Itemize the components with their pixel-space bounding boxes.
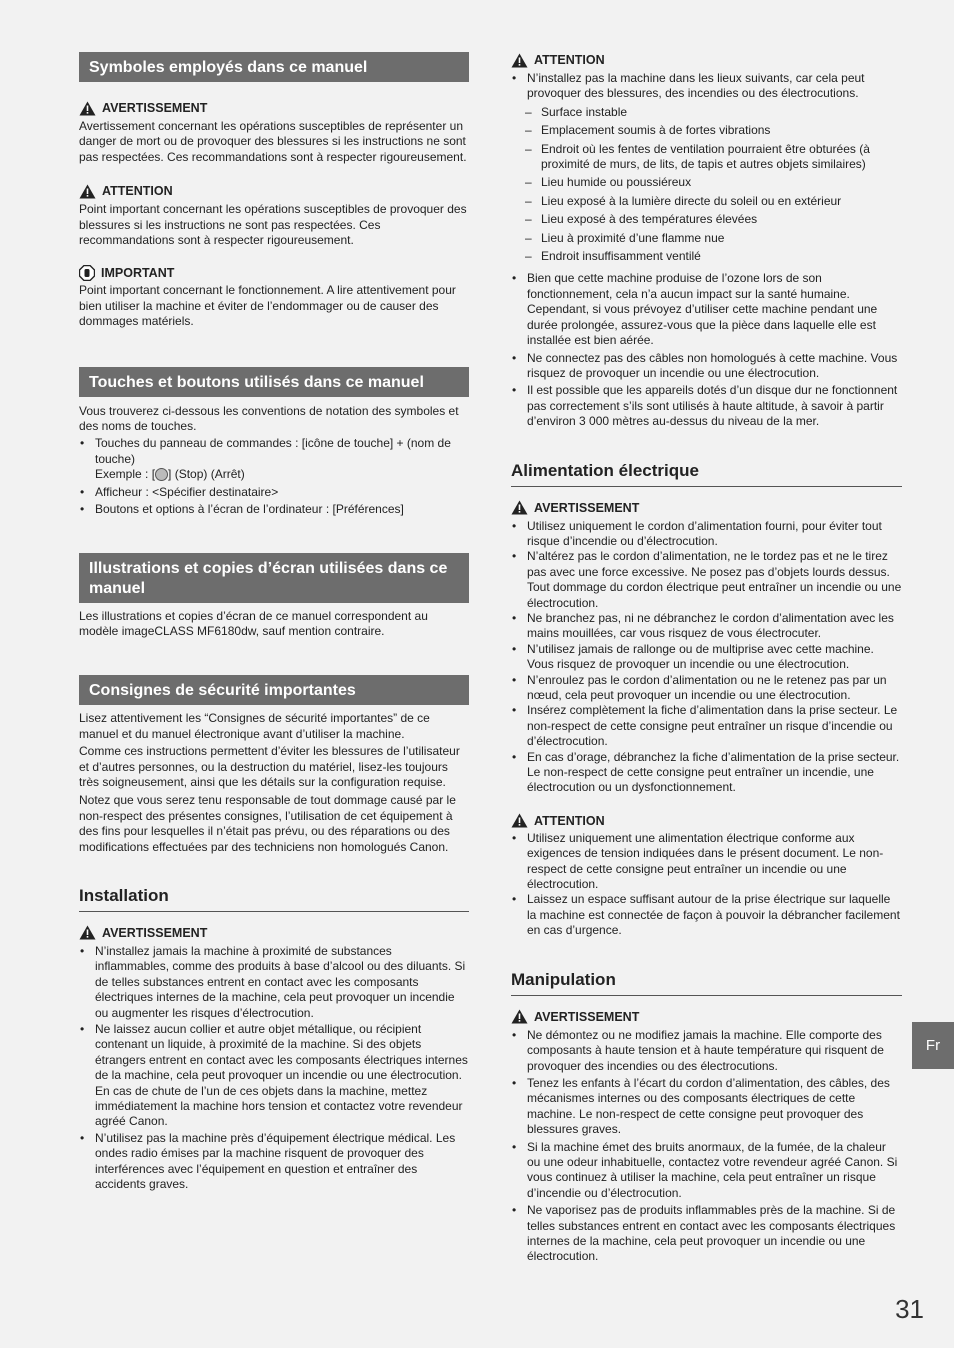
section-heading-installation: Installation xyxy=(79,885,469,912)
list-item: – Endroit où les fentes de ventilation pourraient être obturées (à proximité de murs, de lits, de tapis et autres objets similaires) xyxy=(511,142,902,173)
list-item: – Lieu exposé à la lumière directe du soleil ou en extérieur xyxy=(511,194,902,209)
safety-paragraph: Lisez attentivement les “Consignes de sécurité importantes” de ce manuel et du manuel électronique avant d’utiliser la machine. xyxy=(79,711,430,741)
list-item: – Endroit insuffisamment ventilé xyxy=(511,249,902,264)
warning-triangle-icon xyxy=(511,1009,528,1024)
stop-key-icon xyxy=(155,468,168,481)
important-label: IMPORTANT xyxy=(79,265,469,281)
important-description: Point important concernant le fonctionnement. A lire attentivement pour bien utiliser la machine et éviter de l’endommager ou de causer des dommages matériels. xyxy=(79,283,456,329)
installation-attention-list xyxy=(511,71,902,430)
warning-triangle-icon xyxy=(511,500,528,515)
attention-label: ATTENTION xyxy=(511,813,902,829)
list-item: • Boutons et options à l’écran de l’ordinateur : [Préférences] xyxy=(79,502,469,517)
installation-warning-list xyxy=(79,944,469,1193)
list-item: • N’utilisez pas la machine près d’équipement électrique médical. Les ondes radio émises par la machine risquent de provoquer des interférences avec l’équipement en question et entraîner des accidents graves. xyxy=(79,1131,469,1193)
left-column xyxy=(79,52,469,1192)
section-heading-power: Alimentation électrique xyxy=(511,460,902,487)
list-item: • Ne branchez pas, ni ne débranchez le cordon d’alimentation avec les mains mouillées, car vous risquez de vous électrocuter. xyxy=(511,611,902,642)
location-list xyxy=(511,105,902,265)
warning-triangle-icon xyxy=(79,925,96,940)
list-item: • Ne laissez aucun collier et autre objet métallique, ou récipient contenant un liquide, à proximité de la machine. Si des objets étrangers entrent en contact avec les composants électriques internes de la machine, cela peut provoquer un incendie ou une électrocution. En cas de chute de l’un de ces objets dans la machine, mettez immédiatement la machine hors tension et contactez votre revendeur agréé Canon. xyxy=(79,1022,469,1130)
list-item: • Ne démontez ou ne modifiez jamais la machine. Elle comporte des composants à haute tension et à haute température qui risquent de provoquer des incendies ou des électrocutions. xyxy=(511,1028,902,1074)
list-item: • Si la machine émet des bruits anormaux, de la fumée, de la chaleur ou une odeur inhabituelle, contactez votre revendeur agréé Canon. Si vous continuez à utiliser la machine, cela peut entraîner un risque d’incendie ou d’électrocution. xyxy=(511,1140,902,1202)
language-tab: Fr xyxy=(912,1022,954,1069)
warning-label: AVERTISSEMENT xyxy=(511,1009,902,1025)
important-octagon-icon xyxy=(79,265,95,281)
list-item: • Laissez un espace suffisant autour de la prise électrique sur laquelle la machine est connectée de façon à pouvoir la débrancher facilement en cas d’urgence. xyxy=(511,892,902,938)
illustrations-text: Les illustrations et copies d’écran de ce manuel correspondent au modèle imageCLASS MF6180dw, sauf mention contraire. xyxy=(79,608,428,638)
warning-label: AVERTISSEMENT xyxy=(79,925,469,941)
attention-triangle-icon xyxy=(511,53,528,68)
power-attention-list xyxy=(511,831,902,939)
keys-list xyxy=(79,436,469,517)
power-warning-list xyxy=(511,519,902,796)
list-item: – Lieu exposé à des températures élevées xyxy=(511,212,902,227)
section-heading-handling: Manipulation xyxy=(511,969,902,996)
list-item: • N’enroulez pas le cordon d’alimentation ou ne le retenez pas par un nœud, cela peut provoquer un incendie ou une électrocution. xyxy=(511,673,902,704)
safety-paragraph: Notez que vous serez tenu responsable de tout dommage causé par le non-respect des présentes consignes, l’utilisation de cet équipement à des fins pour lesquelles il n’était pas prévu, ou des réparations ou des modifications effectuées par des techniciens non homologués Canon. xyxy=(79,793,456,854)
list-item: – Lieu à proximité d’une flamme nue xyxy=(511,231,902,246)
list-item: • Ne connectez pas des câbles non homologués à cette machine. Vous risquez de provoquer un incendie ou une électrocution. xyxy=(511,351,902,382)
list-item: – Surface instable xyxy=(511,105,902,120)
list-item: • Utilisez uniquement une alimentation électrique conforme aux exigences de tension indiquées dans le présent document. Le non-respect de cette consigne peut entraîner un incendie ou une électrocution. xyxy=(511,831,902,893)
list-item: – Emplacement soumis à de fortes vibrations xyxy=(511,123,902,138)
attention-description: Point important concernant les opérations susceptibles de provoquer des blessures si les instructions ne sont pas respectées. Ces recommandations sont à respecter rigoureusement. xyxy=(79,202,467,248)
list-item: • N’installez pas la machine dans les lieux suivants, car cela peut provoquer des blessures, des incendies ou des électrocutions. – Surface instable – Emplacement soumis à de fortes vibrations – Endroit où les fentes de ventilation pourraient être obturées (à proximité de murs, de lits, de tapis et autres objets similaires) – Lieu humide ou poussiéreux – Lieu exposé à la lumière directe du soleil ou en extérieur – Lieu exposé à des températures élevées – Lieu à proximité d’une flamme nue – Endroit insuffisamment ventilé xyxy=(511,71,902,264)
attention-label: ATTENTION xyxy=(79,183,469,199)
list-item: • Touches du panneau de commandes : [icône de touche] + (nom de touche) Exemple : [ ] (Stop) (Arrêt) xyxy=(79,436,469,482)
safety-paragraph: Comme ces instructions permettent d’éviter les blessures de l’utilisateur et d’autres personnes, ou la destruction du matériel, lisez-les toujours très soigneusement, ainsi que les détails sur la configuration requise. xyxy=(79,744,460,789)
warning-label: AVERTISSEMENT xyxy=(79,100,469,116)
page-number: 31 xyxy=(895,1294,924,1324)
section-heading-illustrations: Illustrations et copies d’écran utilisées dans ce manuel xyxy=(79,553,469,603)
list-item: • En cas d’orage, débranchez la fiche d’alimentation de la prise secteur. Le non-respect de cette consigne peut entraîner un incendie, une électrocution ou un dysfonctionnement. xyxy=(511,750,902,796)
list-item: • N’altérez pas le cordon d’alimentation, ne le tordez pas et ne le tirez pas avec une force excessive. Ne posez pas d’objets lourds dessus. Tout dommage du cordon électrique peut entraîner un incendie ou une électrocution. xyxy=(511,549,902,611)
list-item: • N’utilisez jamais de rallonge ou de multiprise avec cette machine. Vous risquez de provoquer un incendie ou une électrocution. xyxy=(511,642,902,673)
warning-triangle-icon xyxy=(79,101,96,116)
list-item: – Lieu humide ou poussiéreux xyxy=(511,175,902,190)
section-heading-safety: Consignes de sécurité importantes xyxy=(79,675,469,705)
attention-triangle-icon xyxy=(511,813,528,828)
list-item: • Ne vaporisez pas de produits inflammables près de la machine. Si de telles substances entrent en contact avec les composants électriques internes de la machine, cela peut provoquer un incendie ou une électrocution. xyxy=(511,1203,902,1265)
attention-triangle-icon xyxy=(79,184,96,199)
warning-description: Avertissement concernant les opérations susceptibles de représenter un danger de mort ou de provoquer des blessures si les instructions ne sont pas respectées. Ces recommandations sont à respecter rigoureusement. xyxy=(79,119,467,164)
section-heading-keys: Touches et boutons utilisés dans ce manuel xyxy=(79,367,469,397)
list-item: • Bien que cette machine produise de l’ozone lors de son fonctionnement, cela n’a aucun impact sur la santé humaine. Cependant, si vous prévoyez d’utiliser cette machine pendant une durée prolongée, assurez-vous que la pièce dans laquelle elle est installée est bien aérée. xyxy=(511,271,902,348)
attention-label: ATTENTION xyxy=(511,52,902,68)
list-item: • Tenez les enfants à l’écart du cordon d’alimentation, des câbles, des mécanismes internes ou des composants électriques de cette machine. Le non-respect de cette consigne peut provoquer des blessures graves. xyxy=(511,1076,902,1138)
handling-warning-list xyxy=(511,1028,902,1265)
warning-label: AVERTISSEMENT xyxy=(511,500,902,516)
keys-intro: Vous trouverez ci-dessous les conventions de notation des symboles et des noms de touches. xyxy=(79,403,459,434)
list-item: • Utilisez uniquement le cordon d’alimentation fourni, pour éviter tout risque d’incendie ou d’électrocution. xyxy=(511,519,902,550)
list-item: • Il est possible que les appareils dotés d’un disque dur ne fonctionnent pas correctement s’ils sont utilisés à haute altitude, à savoir à partir d’environ 3 000 mètres au-dessus du niveau de la mer. xyxy=(511,383,902,429)
list-item: • Afficheur : <Spécifier destinataire> xyxy=(79,485,469,500)
section-heading-symbols: Symboles employés dans ce manuel xyxy=(79,52,469,82)
list-item: • Insérez complètement la fiche d’alimentation dans la prise secteur. Le non-respect de cette consigne peut entraîner un risque d’incendie ou d’électrocution. xyxy=(511,703,902,749)
right-column xyxy=(511,52,902,1265)
list-item: • N’installez jamais la machine à proximité de substances inflammables, comme des produits à base d’alcool ou des diluants. Si de telles substances entrent en contact avec les composants électriques internes de la machine, cela peut provoquer un incendie ou augmenter les risques d’électrocution. xyxy=(79,944,469,1021)
